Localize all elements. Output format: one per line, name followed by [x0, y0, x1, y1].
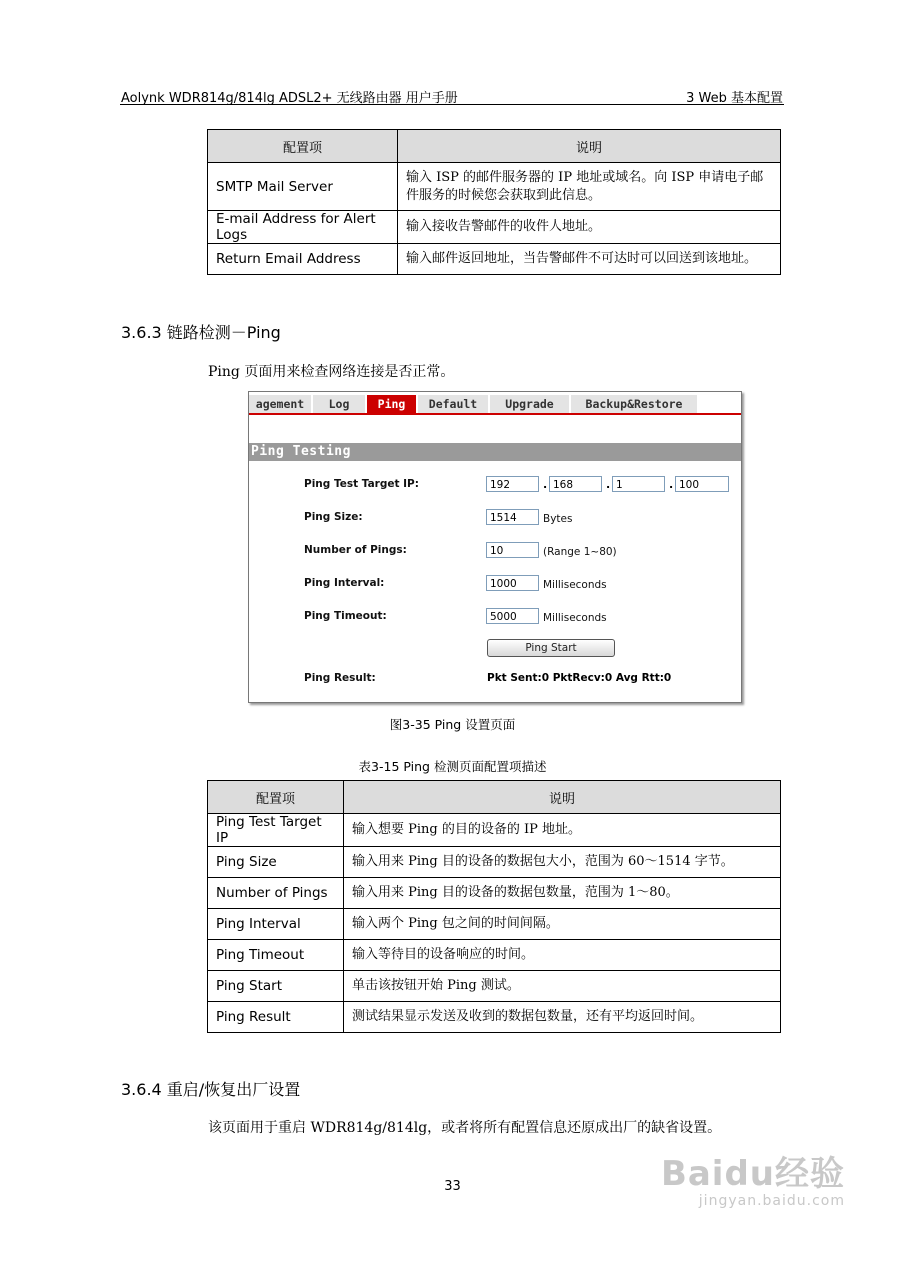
ip-octet-1-input[interactable]: 192	[486, 476, 539, 492]
running-header-left: Aolynk WDR814g/814lg ADSL2+ 无线路由器 用户手册	[121, 91, 458, 106]
config-item: E-mail Address for Alert Logs	[208, 211, 398, 244]
column-header: 配置项	[208, 130, 398, 163]
table-row	[208, 940, 781, 971]
table-row	[208, 211, 781, 244]
target-ip-label: Ping Test Target IP:	[304, 478, 419, 490]
table-row	[208, 878, 781, 909]
column-header: 配置项	[208, 781, 344, 814]
running-header-right: 3 Web 基本配置	[686, 91, 783, 106]
config-desc: 输入接收告警邮件的收件人地址。	[398, 211, 781, 244]
ping-timeout-label: Ping Timeout:	[304, 610, 387, 622]
tab-bar	[249, 392, 741, 414]
section-paragraph-ping: Ping 页面用来检查网络连接是否正常。	[208, 364, 455, 380]
config-desc: 测试结果显示发送及收到的数据包数量，还有平均返回时间。	[344, 1002, 781, 1033]
table-row	[208, 244, 781, 275]
section-title-reboot: 3.6.4 重启/恢复出厂设置	[121, 1080, 301, 1099]
config-desc: 输入两个 Ping 包之间的时间间隔。	[344, 909, 781, 940]
tab-management[interactable]: agement	[249, 395, 313, 414]
number-of-pings-label: Number of Pings:	[304, 544, 407, 556]
watermark-logo	[661, 1146, 845, 1209]
tab-log[interactable]: Log	[313, 395, 367, 414]
section-title-ping: 3.6.3 链路检测－Ping	[121, 323, 281, 342]
column-header: 说明	[398, 130, 781, 163]
config-item: Ping Size	[208, 847, 344, 878]
config-item: Number of Pings	[208, 878, 344, 909]
header-rule	[120, 104, 784, 105]
ping-testing-heading: Ping Testing	[249, 443, 742, 461]
ping-result-value: Pkt Sent:0 PktRecv:0 Avg Rtt:0	[487, 672, 672, 684]
number-of-pings-range: (Range 1~80)	[543, 546, 617, 558]
config-item: Ping Interval	[208, 909, 344, 940]
smtp-config-table	[207, 129, 781, 275]
tab-upgrade[interactable]: Upgrade	[490, 395, 571, 414]
config-desc: 输入用来 Ping 目的设备的数据包数量，范围为 1～80。	[344, 878, 781, 909]
page-number: 33	[444, 1179, 461, 1194]
number-of-pings-input[interactable]: 10	[486, 542, 539, 558]
config-desc: 单击该按钮开始 Ping 测试。	[344, 971, 781, 1002]
ping-timeout-input[interactable]: 5000	[486, 608, 539, 624]
tab-ping[interactable]: Ping	[367, 395, 418, 414]
section-paragraph-reboot: 该页面用于重启 WDR814g/814lg，或者将所有配置信息还原成出厂的缺省设置。	[208, 1120, 722, 1136]
figure-caption: 图3-35 Ping 设置页面	[389, 717, 516, 732]
ip-dot: .	[543, 478, 548, 491]
config-item: Ping Result	[208, 1002, 344, 1033]
ip-octet-4-input[interactable]: 100	[675, 476, 729, 492]
table-header-row	[208, 781, 781, 814]
watermark-url: jingyan.baidu.com	[698, 1193, 845, 1209]
config-desc: 输入用来 Ping 目的设备的数据包大小，范围为 60～1514 字节。	[344, 847, 781, 878]
ping-page-screenshot	[248, 391, 742, 703]
tab-default[interactable]: Default	[418, 395, 490, 414]
ping-interval-label: Ping Interval:	[304, 577, 385, 589]
config-item: SMTP Mail Server	[208, 163, 398, 211]
config-desc: 输入 ISP 的邮件服务器的 IP 地址或域名。向 ISP 申请电子邮件服务的时候您会获取到此信息。	[398, 163, 781, 211]
config-item: Ping Test Target IP	[208, 814, 344, 847]
ping-size-label: Ping Size:	[304, 511, 363, 523]
table-row	[208, 847, 781, 878]
ip-dot: .	[669, 478, 674, 491]
config-desc: 输入邮件返回地址，当告警邮件不可达时可以回送到该地址。	[398, 244, 781, 275]
ping-start-button[interactable]: Ping Start	[487, 639, 615, 657]
ping-size-input[interactable]: 1514	[486, 509, 539, 525]
config-item: Return Email Address	[208, 244, 398, 275]
config-item: Ping Timeout	[208, 940, 344, 971]
table-caption: 表3-15 Ping 检测页面配置项描述	[358, 759, 547, 774]
table-row	[208, 814, 781, 847]
table-header-row	[208, 130, 781, 163]
ip-octet-2-input[interactable]: 168	[549, 476, 602, 492]
tab-underline	[249, 413, 741, 415]
ping-result-label: Ping Result:	[304, 672, 376, 684]
table-row	[208, 1002, 781, 1033]
config-desc: 输入想要 Ping 的目的设备的 IP 地址。	[344, 814, 781, 847]
config-desc: 输入等待目的设备响应的时间。	[344, 940, 781, 971]
ip-octet-3-input[interactable]: 1	[612, 476, 665, 492]
tab-backup-restore[interactable]: Backup&Restore	[571, 395, 699, 414]
ping-interval-unit: Milliseconds	[543, 579, 607, 591]
column-header: 说明	[344, 781, 781, 814]
ip-dot: .	[606, 478, 611, 491]
ping-size-unit: Bytes	[543, 513, 573, 525]
ping-interval-input[interactable]: 1000	[486, 575, 539, 591]
table-row	[208, 163, 781, 211]
table-row	[208, 909, 781, 940]
watermark-text: Baidu经验	[660, 1154, 845, 1194]
ping-timeout-unit: Milliseconds	[543, 612, 607, 624]
ping-config-table	[207, 780, 781, 1033]
table-row	[208, 971, 781, 1002]
config-item: Ping Start	[208, 971, 344, 1002]
